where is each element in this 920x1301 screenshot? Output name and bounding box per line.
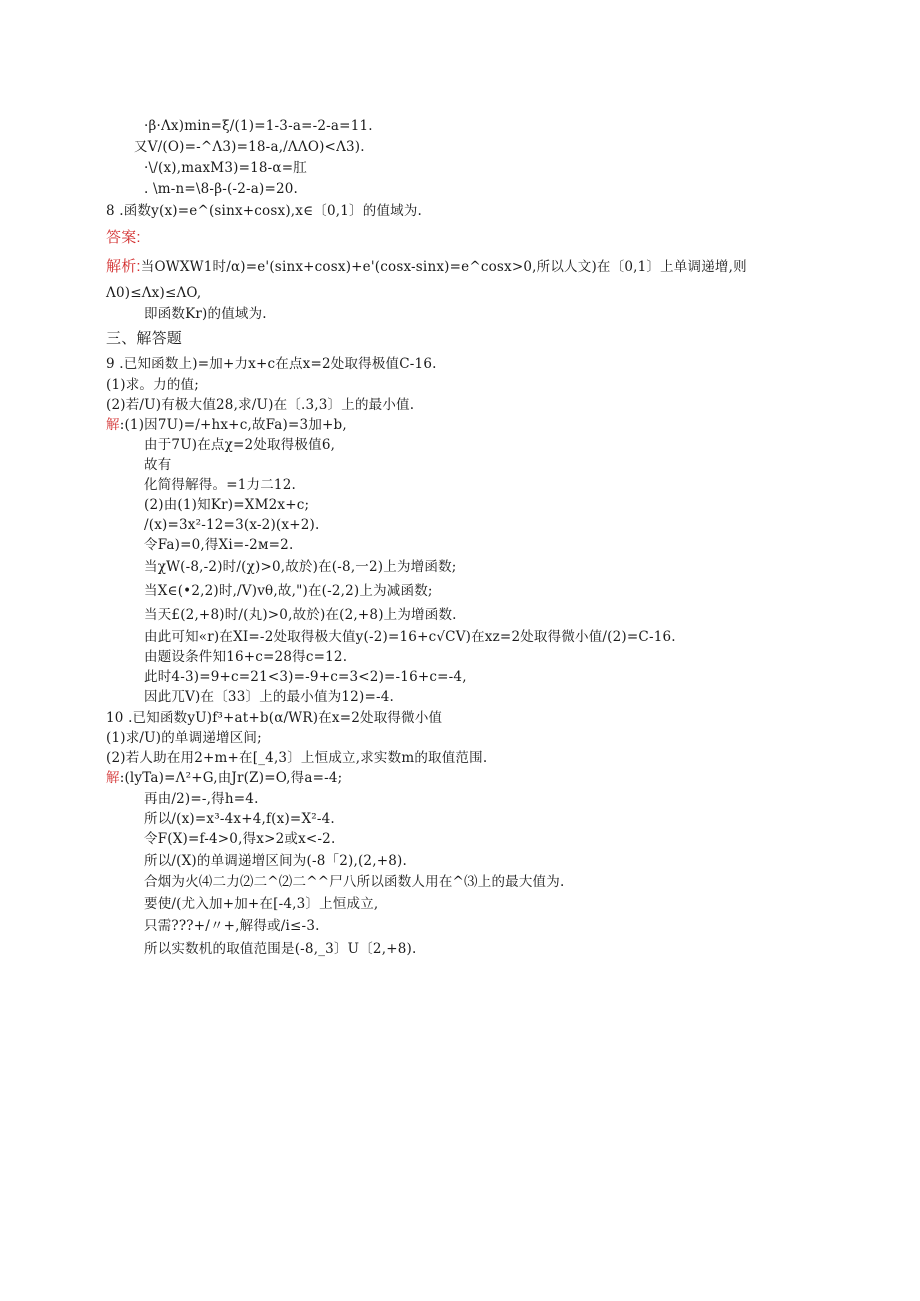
solution-line: 化简得解得。=1力二12.	[144, 477, 296, 493]
analysis-line: 解析:当OWXW1时/α)=e'(sinx+cosx)+e'(cosx-sinx)=e^cosx>0,所以人文)在〔0,1〕上单调递增,则	[106, 258, 747, 275]
solution-line: ·β·Λx)min=ξ/(1)=1-3-a=-2-a=11.	[144, 118, 373, 134]
analysis-label: 解析:	[106, 258, 141, 275]
section-heading: 三、解答题	[106, 330, 183, 347]
solution-line: 由题设条件知16+c=28得c=12.	[144, 649, 348, 665]
solution-line: ·\/(x),maxM3)=18-α=肛	[144, 160, 307, 176]
solution-line: 要使/(尤入加+加+在[-4,3〕上恒成立,	[144, 896, 379, 912]
solution-line: 因此兀V)在〔33〕上的最小值为12)=-4.	[144, 689, 394, 705]
solution-line: 由于7U)在点χ=2处取得极值6,	[144, 437, 336, 453]
solution-line: 解:(1)因7U)=/+hx+c,故Fa)=3加+b,	[106, 417, 347, 433]
solution-line: 所以/(x)=x³-4x+4,f(x)=X²-4.	[144, 811, 335, 827]
question-line: (2)若人助在用2+m+在[_4,3〕上恒成立,求实数m的取值范围.	[106, 750, 488, 766]
solution-line: 此时4-3)=9+c=21<3)=-9+c=3<2)=-16+c=-4,	[144, 669, 467, 685]
solution-label: 解	[106, 417, 120, 433]
solution-line: /(x)=3x²-12=3(x-2)(x+2).	[144, 517, 320, 533]
solution-line: 令F(X)=f-4>0,得x>2或x<-2.	[144, 831, 336, 847]
solution-line: 所以/(X)的单调递增区间为(-8「2),(2,+8).	[144, 853, 407, 869]
solution-line: 解:(lyTa)=Λ²+G,由Jr(Z)=O,得a=-4;	[106, 770, 343, 786]
solution-label: 解	[106, 770, 120, 786]
solution-line: 当天£(2,+8)时/(丸)>0,故於)在(2,+8)上为增函数.	[144, 607, 457, 623]
question-line: (2)若/U)有极大值28,求/U)在〔.3,3〕上的最小值.	[106, 397, 415, 413]
solution-line: (2)由(1)知Kr)=XM2x+c;	[144, 497, 310, 513]
question-line: (1)求/U)的单调递增区间;	[106, 730, 262, 746]
solution-line: 当X∈(•2,2)时,/V)vθ,故,")在(-2,2)上为减函数;	[144, 583, 433, 599]
answer-label: 答案:	[106, 229, 141, 246]
question-10: 10 .已知函数yU)f³+at+b(α/WR)在x=2处取得微小值	[106, 710, 443, 726]
question-line: (1)求。力的值;	[106, 377, 199, 393]
solution-line: 再由/2)=-,得h=4.	[144, 791, 259, 807]
solution-line: 故有	[144, 457, 172, 473]
solution-line: 所以实数机的取值范围是(-8,_3〕U〔2,+8).	[144, 941, 417, 957]
solution-line: 当χW(-8,-2)时/(χ)>0,故於)在(-8,一2)上为增函数;	[144, 559, 457, 575]
analysis-line: Λ0)≤Λx)≤ΛO,	[106, 285, 202, 301]
solution-line: . \m-n=\8-β-(-2-a)=20.	[144, 181, 299, 197]
question-8: 8 .函数y(x)=e^(sinx+cosx),x∈〔0,1〕的值域为.	[106, 203, 423, 219]
solution-line: 只需???+/〃+,解得或/i≤-3.	[144, 918, 320, 934]
solution-line: 又V/(O)=-^Λ3)=18-a,/ΛΛO)<Λ3).	[134, 139, 365, 155]
solution-line: 令Fa)=0,得Xi=-2м=2.	[144, 537, 294, 553]
solution-line: 合烟为火⑷二力⑵二^⑵二^^尸八所以函数人用在^⑶上的最大值为.	[144, 874, 565, 890]
analysis-line: 即函数Kr)的值域为.	[144, 306, 267, 322]
question-9: 9 .已知函数上)=加+力x+c在点x=2处取得极值C-16.	[106, 356, 437, 372]
solution-line: 由此可知«r)在XI=-2处取得极大值y(-2)=16+c√CV)在xz=2处取得微小值/(2)=C-16.	[144, 629, 676, 645]
